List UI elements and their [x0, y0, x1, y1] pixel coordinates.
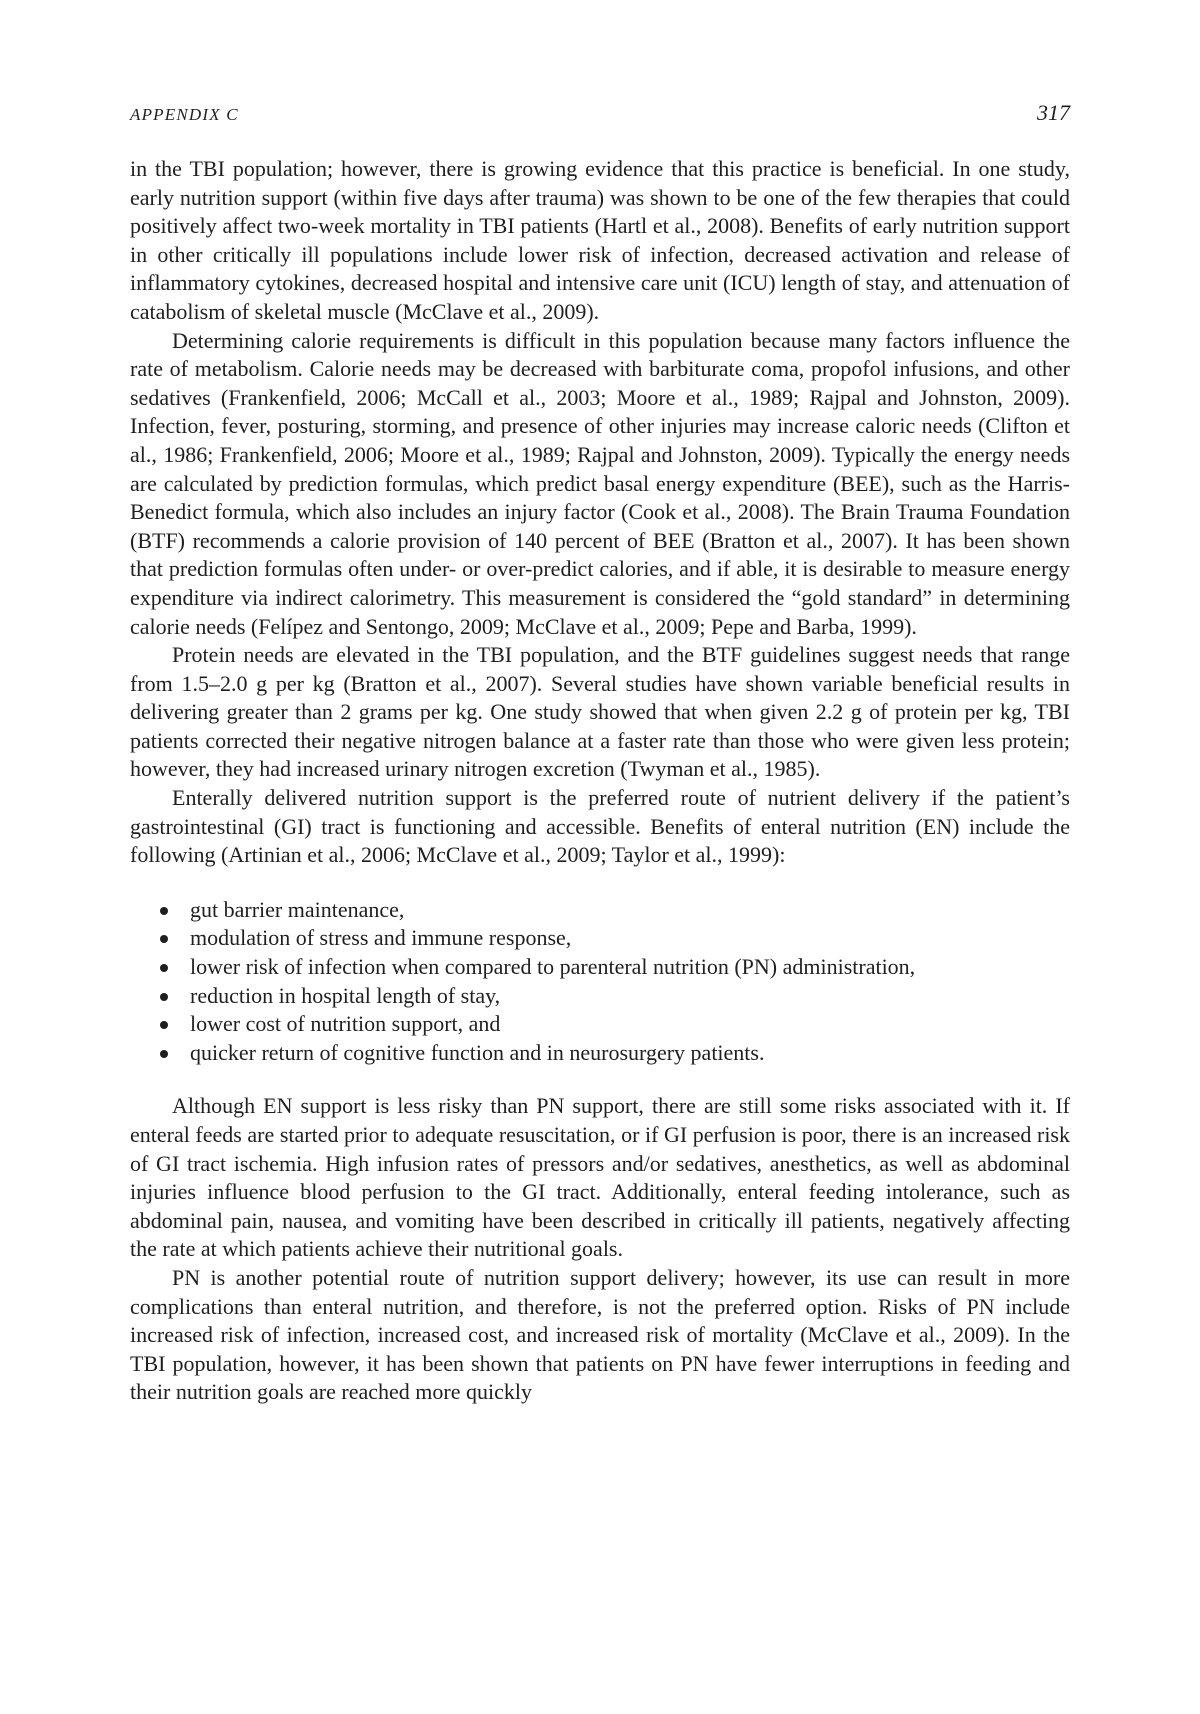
paragraph-parenteral-nutrition: PN is another potential route of nutrition support delivery; however, its use can result in more complications than enteral nutrition, and therefore, is not the preferred option. Risks of PN include increased risk of infection, increased cost, and increased risk of mortality (McClave et al., 2009). In the TBI population, however, it has been shown that patients on PN have fewer interruptions in feeding and their nutrition goals are reached more quickly — [130, 1264, 1070, 1405]
bullet-text: lower cost of nutrition support, and — [190, 1011, 501, 1037]
bullet-dot-icon — [160, 907, 168, 915]
bullet-dot-icon — [160, 1050, 168, 1058]
paragraph-calorie-requirements: Determining calorie requirements is difficult in this population because many factors influence the rate of metabolism. Calorie needs may be decreased with barbiturate coma, propofol infusions, and other sedatives (Frankenfield, 2006; McCall et al., 2003; Moore et al., 1989; Rajpal and Johnston, 2009). Infection, fever, posturing, storming, and presence of other injuries may increase caloric needs (Clifton et al., 1986; Frankenfield, 2006; Moore et al., 1989; Rajpal and Johnston, 2009). Typically the energy needs are calculated by prediction formulas, which predict basal energy expenditure (BEE), such as the Harris-Benedict formula, which also includes an injury factor (Cook et al., 2008). The Brain Trauma Foundation (BTF) recommends a calorie provision of 140 percent of BEE (Bratton et al., 2007). It has been shown that prediction formulas often under- or over-predict calories, and if able, it is desirable to measure energy expenditure via indirect calorimetry. This measurement is considered the “gold standard” in determining calorie needs (Felípez and Sentongo, 2009; McClave et al., 2009; Pepe and Barba, 1999). — [130, 327, 1070, 639]
bullet-item — [160, 982, 1070, 1011]
bullet-item — [160, 1039, 1070, 1068]
bullet-item — [160, 1010, 1070, 1039]
paragraph-continued-early-nutrition: in the TBI population; however, there is growing evidence that this practice is beneficial. In one study, early nutrition support (within five days after trauma) was shown to be one of the few therapies that could positively affect two-week mortality in TBI patients (Hartl et al., 2008). Benefits of early nutrition support in other critically ill populations include lower risk of infection, decreased activation and release of inflammatory cytokines, decreased hospital and intensive care unit (ICU) length of stay, and attenuation of catabolism of skeletal muscle (McClave et al., 2009). — [130, 156, 1070, 324]
benefits-bullet-list — [130, 896, 1070, 1068]
bullet-text: gut barrier maintenance, — [190, 896, 405, 922]
paragraph-protein-needs: Protein needs are elevated in the TBI population, and the BTF guidelines suggest needs that range from 1.5–2.0 g per kg (Bratton et al., 2007). Several studies have shown variable beneficial results in delivering greater than 2 grams per kg. One study showed that when given 2.2 g of protein per kg, TBI patients corrected their negative nitrogen balance at a faster rate than those who were given less protein; however, they had increased urinary nitrogen excretion (Twyman et al., 1985). — [130, 642, 1070, 782]
bullet-item — [160, 924, 1070, 953]
page-number: 317 — [1037, 100, 1070, 125]
bullet-dot-icon — [160, 993, 168, 1001]
body-text — [130, 155, 1070, 1407]
bullet-text: lower risk of infection when compared to parenteral nutrition (PN) administration, — [190, 954, 916, 980]
running-head — [130, 100, 1070, 130]
bullet-item — [160, 896, 1070, 925]
paragraph-en-risks: Although EN support is less risky than PN support, there are still some risks associated with it. If enteral feeds are started prior to adequate resuscitation, or if GI perfusion is poor, there is an increased risk of GI tract ischemia. High infusion rates of pressors and/or sedatives, anesthetics, as well as abdominal injuries influence blood perfusion to the GI tract. Additionally, enteral feeding intolerance, such as abdominal pain, nausea, and vomiting have been described in critically ill patients, negatively affecting the rate at which patients achieve their nutritional goals. — [130, 1093, 1070, 1262]
running-title: APPENDIX C — [130, 105, 239, 124]
paragraph-enteral-nutrition-benefits: Enterally delivered nutrition support is the preferred route of nutrient delivery if the patient’s gastrointestinal (GI) tract is functioning and accessible. Benefits of enteral nutrition (EN) include the following (Artinian et al., 2006; McClave et al., 2009; Taylor et al., 1999): — [130, 785, 1070, 868]
bullet-dot-icon — [160, 1021, 168, 1029]
bullet-dot-icon — [160, 964, 168, 972]
bullet-item — [160, 953, 1070, 982]
bullet-text: reduction in hospital length of stay, — [190, 982, 501, 1008]
bullet-text: modulation of stress and immune response, — [190, 925, 572, 951]
bullet-text: quicker return of cognitive function and in neurosurgery patients. — [190, 1039, 765, 1065]
bullet-dot-icon — [160, 935, 168, 943]
